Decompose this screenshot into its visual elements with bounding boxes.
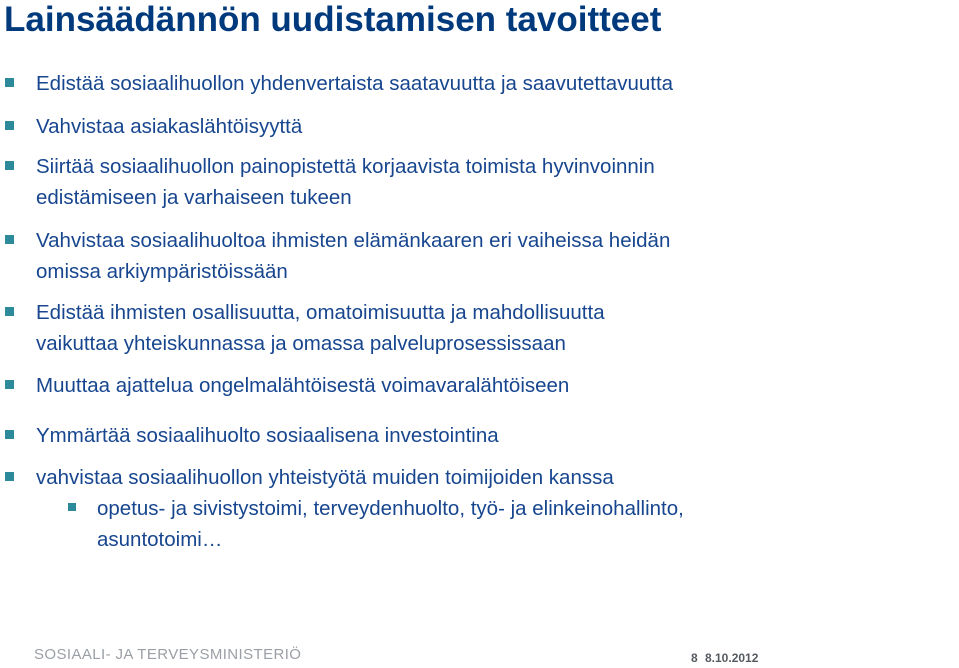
ministry-logo-text: SOSIAALI- JA TERVEYSMINISTERIÖ [34,646,302,663]
square-bullet-icon [5,235,14,244]
square-bullet-icon [5,472,14,481]
bullet-text: Vahvistaa asiakaslähtöisyyttä [36,115,303,138]
bullet-text: Muuttaa ajattelua ongelmalähtöisestä voimavaralähtöiseen [36,374,570,397]
bullet-text: Edistää ihmisten osallisuutta, omatoimisuutta ja mahdollisuutta [36,301,605,324]
bullet-text: Edistää sosiaalihuollon yhdenvertaista saatavuutta ja saavutettavuutta [36,72,674,95]
bullet-text: vahvistaa sosiaalihuollon yhteistyötä muiden toimijoiden kanssa [36,466,614,489]
bullet-text: omissa arkiympäristöissään [36,260,288,283]
bullet-text: edistämiseen ja varhaiseen tukeen [36,186,352,209]
slide-date: 8.10.2012 [705,651,759,665]
square-bullet-icon [5,380,14,389]
bullet-text: vaikuttaa yhteiskunnassa ja omassa palveluprosessissaan [36,332,566,355]
bullet-item [36,420,499,451]
bullet-item [36,111,302,142]
square-bullet-icon [5,430,14,439]
bullet-item [36,462,614,493]
square-bullet-icon [68,503,76,511]
page-number: 8 [691,651,698,665]
bullet-text: Siirtää sosiaalihuollon painopistettä korjaavista toimista hyvinvoinnin [36,155,655,178]
bullet-text: Vahvistaa sosiaalihuoltoa ihmisten elämänkaaren eri vaiheissa heidän [36,229,671,252]
slide-title: Lainsäädännön uudistamisen tavoitteet [4,0,662,39]
bullet-item [36,297,605,359]
bullet-item [36,68,673,99]
bullet-text: Ymmärtää sosiaalihuolto sosiaalisena investointina [36,424,499,447]
bullet-item [36,151,655,213]
square-bullet-icon [5,78,14,87]
bullet-item [36,370,569,401]
sub-bullet-item [97,493,684,555]
square-bullet-icon [5,161,14,170]
sub-bullet-text: opetus- ja sivistystoimi, terveydenhuolto, työ- ja elinkeinohallinto, [97,497,684,520]
bullet-item [36,225,670,287]
sub-bullet-text: asuntotoimi… [97,528,223,551]
square-bullet-icon [5,121,14,130]
square-bullet-icon [5,307,14,316]
